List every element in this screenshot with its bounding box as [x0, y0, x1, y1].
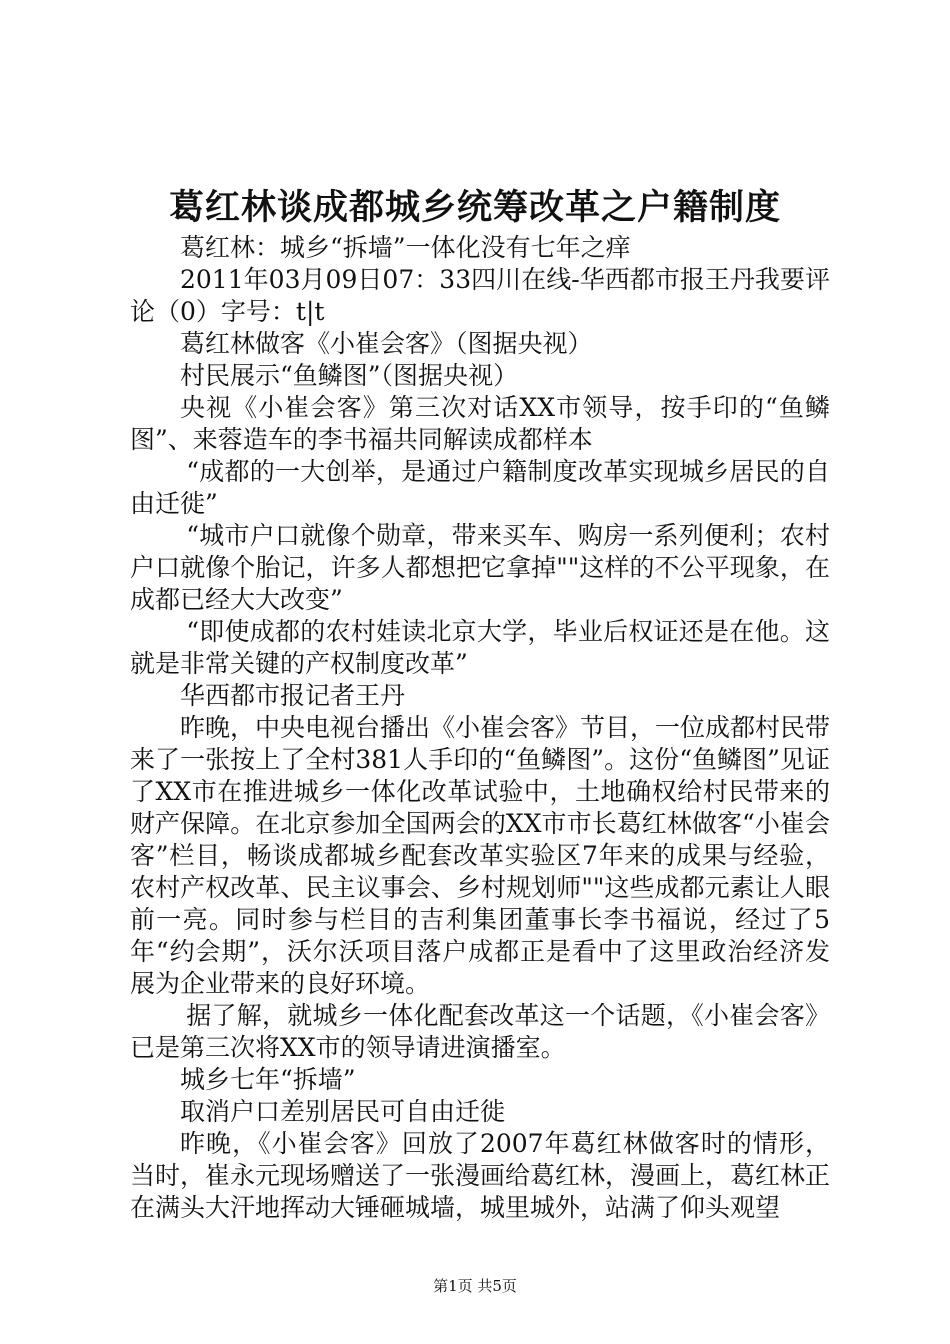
body-paragraph-2: 据了解，就城乡一体化配套改革这一个话题，《小崔会客》已是第三次将XX市的领导请进演播室。	[130, 1001, 830, 1062]
body-paragraph-3: 昨晚，《小崔会客》回放了2007年葛红林做客时的情形，当时，崔永元现场赠送了一张漫画给葛红林，漫画上，葛红林正在满头大汗地挥动大锤砸城墙，城里城外，站满了仰头观望	[130, 1129, 831, 1222]
quote-paragraph-2: “城市户口就像个勋章，带来买车、购房一系列便利；农村户口就像个胎记，许多人都想把它拿掉""这样的不公平现象，在成都已经大大改变”	[130, 521, 830, 614]
photo-caption-2: 村民展示“鱼鳞图”（图据央视）	[180, 361, 519, 390]
section-heading: 城乡七年“拆墙”	[180, 1065, 356, 1094]
subtitle-paragraph: 葛红林：城乡“拆墙”一体化没有七年之痒	[180, 233, 631, 262]
quote-paragraph-3: “即使成都的农村娃读北京大学，毕业后权证还是在他。这就是非常关键的产权制度改革”	[130, 617, 830, 678]
quote-paragraph-1: “成都的一大创举，是通过户籍制度改革实现城乡居民的自由迁徙”	[130, 457, 830, 518]
lead-paragraph: 央视《小崔会客》第三次对话XX市领导，按手印的“鱼鳞图”、来蓉造车的李书福共同解读成都样本	[130, 393, 830, 454]
reporter-byline: 华西都市报记者王丹	[180, 681, 406, 710]
dateline-paragraph: 2011年03月09日07：33四川在线-华西都市报王丹我要评论（0）字号：t|t	[130, 265, 830, 326]
document-body	[130, 232, 830, 1224]
body-paragraph-1: 昨晚，中央电视台播出《小崔会客》节目，一位成都村民带来了一张按上了全村381人手印的“鱼鳞图”。这份“鱼鳞图”见证了XX市在推进城乡一体化改革试验中，土地确权给村民带来的财产保障。在北京参加全国两会的XX市市长葛红林做客“小崔会客”栏目，畅谈成都城乡配套改革实验区7年来的成果与经验，农村产权改革、民主议事会、乡村规划师""这些成都元素让人眼前一亮。同时参与栏目的吉利集团董事长李书福说，经过了5年“约会期”，沃尔沃项目落户成都正是看中了这里政治经济发展为企业带来的良好环境。	[130, 713, 831, 998]
page-footer: 第1页 共5页	[433, 1277, 517, 1295]
photo-caption-1: 葛红林做客《小崔会客》（图据央视）	[180, 329, 593, 358]
section-subheading: 取消户口差别居民可自由迁徙	[180, 1097, 506, 1126]
document-title: 葛红林谈成都城乡统筹改革之户籍制度	[168, 187, 781, 228]
